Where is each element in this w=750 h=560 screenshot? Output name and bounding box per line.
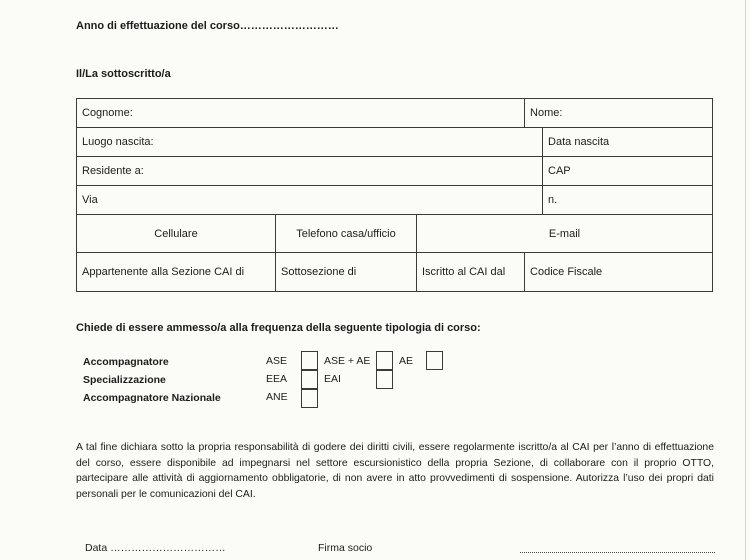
- eea-label: EEA: [266, 373, 288, 385]
- eai-checkbox[interactable]: [376, 370, 393, 389]
- course-year-label: Anno di effettuazione del corso………………………: [76, 20, 339, 32]
- ane-checkbox[interactable]: [301, 389, 318, 408]
- eai-label: EAI: [324, 373, 341, 385]
- iscritto-field[interactable]: Iscritto al CAI dal: [417, 253, 525, 292]
- ane-label: ANE: [266, 391, 288, 403]
- luogo-nascita-field[interactable]: Luogo nascita:: [77, 128, 543, 157]
- nome-field[interactable]: Nome:: [525, 99, 713, 128]
- ase-ae-label: ASE + AE: [324, 355, 371, 367]
- section-title: Il/La sottoscritto/a: [76, 68, 171, 80]
- page-edge-line: [745, 0, 746, 560]
- specializzazione-label: Specializzazione: [83, 374, 166, 386]
- accompagnatore-label: Accompagnatore: [83, 356, 169, 368]
- data-nascita-field[interactable]: Data nascita: [543, 128, 713, 157]
- declaration-paragraph: A tal fine dichiara sotto la propria responsabilità di godere dei diritti civili, essere regolarmente iscritto/a al CAI per l’anno di effettuazione del corso, essere disponibile ad impegnarsi nel settore escursionistico della propria Sezione, di collaborare con il proprio OTTO, partecipare alle attività di aggiornamento obbligatorie, di non avere in atto provvedimenti di sospensione. Autorizza l’uso dei propri dati personali per le comunicazioni del CAI.: [76, 442, 714, 500]
- telefono-field[interactable]: Telefono casa/ufficio: [276, 215, 417, 253]
- numero-field[interactable]: n.: [543, 186, 713, 215]
- request-title: Chiede di essere ammesso/a alla frequenza della seguente tipologia di corso:: [76, 322, 481, 334]
- ae-label: AE: [399, 355, 414, 367]
- sottosezione-field[interactable]: Sottosezione di: [276, 253, 417, 292]
- sezione-field[interactable]: Appartenente alla Sezione CAI di: [77, 253, 276, 292]
- ase-checkbox[interactable]: [301, 351, 318, 370]
- eea-checkbox[interactable]: [301, 370, 318, 389]
- nazionale-label: Accompagnatore Nazionale: [83, 392, 221, 404]
- ase-ae-checkbox[interactable]: [376, 351, 393, 370]
- ae-checkbox[interactable]: [426, 351, 443, 370]
- email-field[interactable]: E-mail: [417, 215, 713, 253]
- signature-line[interactable]: [520, 552, 715, 553]
- cellulare-field[interactable]: Cellulare: [77, 215, 276, 253]
- codice-fiscale-field[interactable]: Codice Fiscale: [525, 253, 713, 292]
- cognome-field[interactable]: Cognome:: [77, 99, 525, 128]
- firma-label: Firma socio: [318, 542, 373, 554]
- cap-field[interactable]: CAP: [543, 157, 713, 186]
- residente-field[interactable]: Residente a:: [77, 157, 543, 186]
- data-field[interactable]: Data ……………………………: [85, 542, 226, 554]
- via-field[interactable]: Via: [77, 186, 543, 215]
- ase-label: ASE: [266, 355, 288, 367]
- personal-data-table: [76, 98, 713, 292]
